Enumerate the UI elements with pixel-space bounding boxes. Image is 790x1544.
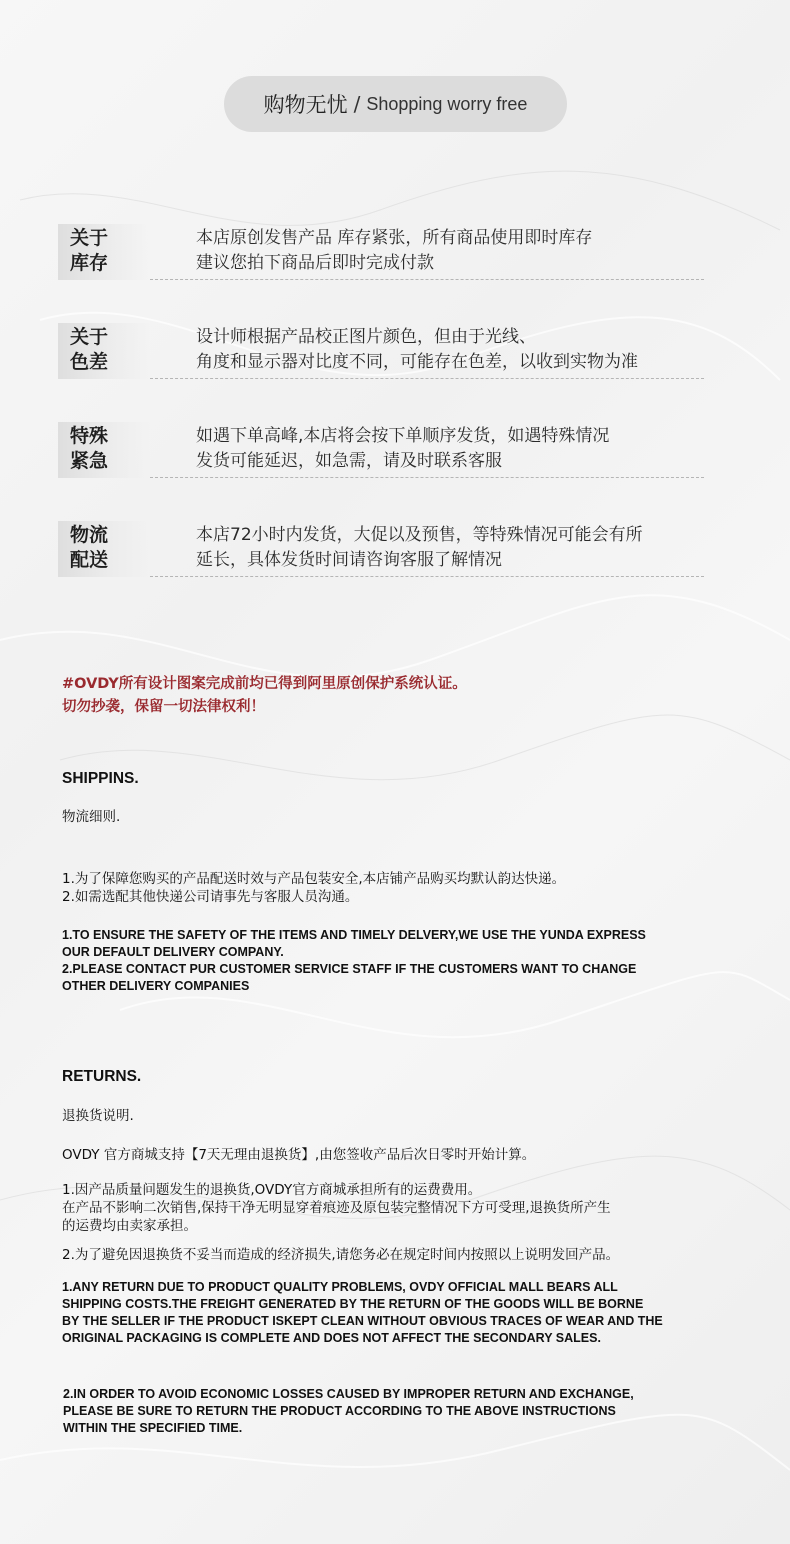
header-title-en: Shopping worry free: [366, 93, 528, 114]
info-line: 设计师根据产品校正图片颜色，但由于光线、: [196, 327, 536, 347]
info-block-special-urgent: [58, 422, 708, 482]
info-block-logistics: [58, 521, 708, 581]
info-label: [58, 323, 150, 379]
info-line: 延长，具体发货时间请咨询客服了解情况: [196, 550, 502, 570]
shipping-subtitle: 物流细则.: [62, 809, 121, 825]
label-line: 色差: [70, 351, 109, 373]
info-line: 角度和显示器对比度不同，可能存在色差，以收到实物为准: [196, 352, 638, 372]
dashed-divider: [150, 477, 704, 478]
info-label: [58, 422, 150, 478]
header-separator: /: [353, 92, 361, 116]
returns-en-para2: [63, 1386, 634, 1437]
text-line: 2.如需选配其他快递公司请事先与客服人员沟通。: [62, 889, 359, 905]
info-label: [58, 224, 150, 280]
text-line: SHIPPING COSTS.THE FREIGHT GENERATED BY THE RETURN OF THE GOODS WILL BE BORNE: [62, 1297, 644, 1311]
info-text: [196, 523, 643, 573]
label-line: 特殊: [70, 425, 109, 447]
returns-intro: OVDY 官方商城支持【7天无理由退换货】,由您签收产品后次日零时开始计算。: [62, 1147, 536, 1163]
label-line: 配送: [70, 549, 109, 571]
label-line: 关于: [70, 227, 109, 249]
info-line: 本店72小时内发货，大促以及预售，等特殊情况可能会有所: [196, 525, 643, 545]
text-line: 2.PLEASE CONTACT PUR CUSTOMER SERVICE STAFF IF THE CUSTOMERS WANT TO CHANGE: [62, 962, 637, 976]
copyright-notice: [62, 673, 467, 719]
text-line: 1.ANY RETURN DUE TO PRODUCT QUALITY PROBLEMS, OVDY OFFICIAL MALL BEARS ALL: [62, 1280, 618, 1294]
info-text: [196, 226, 592, 276]
text-line: 在产品不影响二次销售,保持干净无明显穿着痕迹及原包装完整情况下方可受理,退换货所产生: [62, 1200, 611, 1216]
info-line: 发货可能延迟，如急需，请及时联系客服: [196, 451, 502, 471]
info-block-inventory: [58, 224, 708, 284]
dashed-divider: [150, 378, 704, 379]
text-line: 1.TO ENSURE THE SAFETY OF THE ITEMS AND TIMELY DELVERY,WE USE THE YUNDA EXPRESS: [62, 928, 646, 942]
info-label: [58, 521, 150, 577]
dashed-divider: [150, 576, 704, 577]
text-line: 2.IN ORDER TO AVOID ECONOMIC LOSSES CAUSED BY IMPROPER RETURN AND EXCHANGE,: [63, 1387, 634, 1401]
text-line: 1.因产品质量问题发生的退换货,OVDY官方商城承担所有的运费费用。: [62, 1182, 482, 1198]
returns-en-para1: [62, 1279, 663, 1347]
header-pill: [224, 76, 567, 132]
shipping-title: SHIPPINS.: [62, 770, 139, 787]
label-line: 物流: [70, 524, 109, 546]
info-block-color-difference: [58, 323, 708, 383]
label-line: 库存: [70, 252, 109, 274]
text-line: OTHER DELIVERY COMPANIES: [62, 979, 250, 993]
text-line: ORIGINAL PACKAGING IS COMPLETE AND DOES NOT AFFECT THE SECONDARY SALES.: [62, 1331, 601, 1345]
text-line: 的运费均由卖家承担。: [62, 1218, 197, 1234]
text-line: PLEASE BE SURE TO RETURN THE PRODUCT ACCORDING TO THE ABOVE INSTRUCTIONS: [63, 1404, 616, 1418]
label-line: 紧急: [70, 450, 109, 472]
shipping-cn-text: [62, 870, 565, 906]
info-line: 建议您拍下商品后即时完成付款: [196, 253, 434, 273]
returns-cn-para1: [62, 1181, 611, 1235]
text-line: BY THE SELLER IF THE PRODUCT ISKEPT CLEAN WITHOUT OBVIOUS TRACES OF WEAR AND THE: [62, 1314, 663, 1328]
info-text: [196, 424, 609, 474]
returns-cn-para2: 2.为了避免因退换货不妥当而造成的经济损失,请您务必在规定时间内按照以上说明发回产品。: [62, 1247, 620, 1263]
text-line: WITHIN THE SPECIFIED TIME.: [63, 1421, 243, 1435]
text-line: 1.为了保障您购买的产品配送时效与产品包装安全,本店铺产品购买均默认韵达快递。: [62, 871, 566, 887]
header-title-cn: 购物无忧: [263, 93, 348, 117]
notice-line: #OVDY所有设计图案完成前均已得到阿里原创保护系统认证。: [62, 676, 467, 692]
shipping-en-text: [62, 927, 646, 995]
text-line: OUR DEFAULT DELIVERY COMPANY.: [62, 945, 284, 959]
label-line: 关于: [70, 326, 109, 348]
info-text: [196, 325, 638, 375]
notice-line: 切勿抄袭，保留一切法律权利！: [62, 699, 265, 715]
returns-subtitle: 退换货说明.: [62, 1108, 134, 1124]
info-line: 本店原创发售产品 库存紧张，所有商品使用即时库存: [196, 228, 593, 248]
info-line: 如遇下单高峰,本店将会按下单顺序发货，如遇特殊情况: [196, 426, 610, 446]
returns-title: RETURNS.: [62, 1068, 142, 1085]
dashed-divider: [150, 279, 704, 280]
